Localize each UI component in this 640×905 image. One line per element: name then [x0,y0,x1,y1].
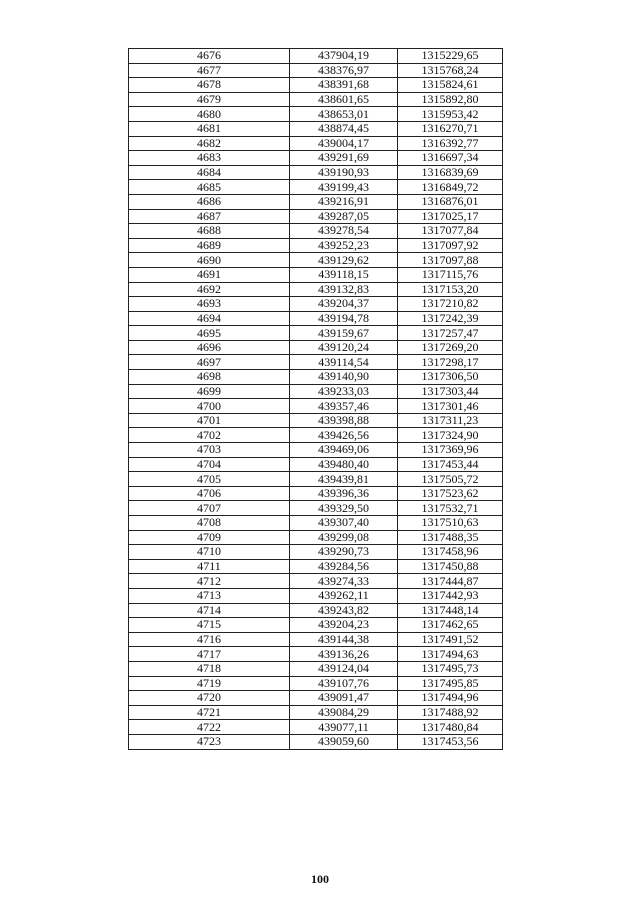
x-coordinate-cell: 439299,08 [290,530,398,545]
point-number-cell: 4676 [129,49,290,64]
x-coordinate-cell: 439307,40 [290,516,398,531]
x-coordinate-cell: 439136,26 [290,647,398,662]
x-coordinate-cell: 439199,43 [290,180,398,195]
y-coordinate-cell: 1317324,90 [398,428,503,443]
page-number: 100 [311,872,329,886]
point-number-cell: 4690 [129,253,290,268]
x-coordinate-cell: 439216,91 [290,194,398,209]
y-coordinate-cell: 1315229,65 [398,49,503,64]
table-row [129,559,503,574]
x-coordinate-cell: 439329,50 [290,501,398,516]
table-row [129,603,503,618]
y-coordinate-cell: 1317505,72 [398,472,503,487]
table-row [129,384,503,399]
x-coordinate-cell: 437904,19 [290,49,398,64]
y-coordinate-cell: 1317097,92 [398,238,503,253]
y-coordinate-cell: 1317488,35 [398,530,503,545]
table-row [129,472,503,487]
y-coordinate-cell: 1316839,69 [398,165,503,180]
table-row [129,501,503,516]
x-coordinate-cell: 438653,01 [290,107,398,122]
point-number-cell: 4707 [129,501,290,516]
point-number-cell: 4677 [129,63,290,78]
table-row [129,691,503,706]
x-coordinate-cell: 439132,83 [290,282,398,297]
x-coordinate-cell: 438874,45 [290,121,398,136]
y-coordinate-cell: 1315768,24 [398,63,503,78]
point-number-cell: 4706 [129,486,290,501]
x-coordinate-cell: 439077,11 [290,720,398,735]
x-coordinate-cell: 438376,97 [290,63,398,78]
x-coordinate-cell: 439398,88 [290,413,398,428]
point-number-cell: 4687 [129,209,290,224]
point-number-cell: 4709 [129,530,290,545]
y-coordinate-cell: 1316849,72 [398,180,503,195]
y-coordinate-cell: 1317458,96 [398,545,503,560]
y-coordinate-cell: 1317453,56 [398,734,503,749]
table-row [129,311,503,326]
point-number-cell: 4703 [129,443,290,458]
point-number-cell: 4702 [129,428,290,443]
x-coordinate-cell: 439140,90 [290,370,398,385]
point-number-cell: 4717 [129,647,290,662]
point-number-cell: 4719 [129,676,290,691]
y-coordinate-cell: 1317523,62 [398,486,503,501]
point-number-cell: 4701 [129,413,290,428]
y-coordinate-cell: 1315892,80 [398,92,503,107]
table-row [129,632,503,647]
point-number-cell: 4713 [129,588,290,603]
point-number-cell: 4686 [129,194,290,209]
y-coordinate-cell: 1317298,17 [398,355,503,370]
point-number-cell: 4720 [129,691,290,706]
y-coordinate-cell: 1317303,44 [398,384,503,399]
y-coordinate-cell: 1317257,47 [398,326,503,341]
table-row [129,340,503,355]
point-number-cell: 4694 [129,311,290,326]
point-number-cell: 4688 [129,224,290,239]
table-row [129,49,503,64]
y-coordinate-cell: 1317491,52 [398,632,503,647]
table-row [129,588,503,603]
table-row [129,355,503,370]
table-row [129,370,503,385]
table-row [129,63,503,78]
x-coordinate-cell: 439059,60 [290,734,398,749]
x-coordinate-cell: 439159,67 [290,326,398,341]
table-row [129,618,503,633]
x-coordinate-cell: 439107,76 [290,676,398,691]
y-coordinate-cell: 1317210,82 [398,297,503,312]
y-coordinate-cell: 1316392,77 [398,136,503,151]
x-coordinate-cell: 439124,04 [290,661,398,676]
table-row [129,545,503,560]
x-coordinate-cell: 439129,62 [290,253,398,268]
y-coordinate-cell: 1317444,87 [398,574,503,589]
table-row [129,165,503,180]
y-coordinate-cell: 1317306,50 [398,370,503,385]
y-coordinate-cell: 1316697,34 [398,151,503,166]
x-coordinate-cell: 439194,78 [290,311,398,326]
y-coordinate-cell: 1317494,96 [398,691,503,706]
x-coordinate-cell: 439287,05 [290,209,398,224]
x-coordinate-cell: 439144,38 [290,632,398,647]
point-number-cell: 4711 [129,559,290,574]
point-number-cell: 4714 [129,603,290,618]
point-number-cell: 4691 [129,267,290,282]
point-number-cell: 4698 [129,370,290,385]
table-row [129,151,503,166]
x-coordinate-cell: 439120,24 [290,340,398,355]
table-row [129,720,503,735]
point-number-cell: 4685 [129,180,290,195]
point-number-cell: 4721 [129,705,290,720]
x-coordinate-cell: 439204,23 [290,618,398,633]
table-row [129,238,503,253]
point-number-cell: 4693 [129,297,290,312]
x-coordinate-cell: 439252,23 [290,238,398,253]
point-number-cell: 4680 [129,107,290,122]
y-coordinate-cell: 1317115,76 [398,267,503,282]
table-row [129,705,503,720]
point-number-cell: 4712 [129,574,290,589]
table-row [129,136,503,151]
point-number-cell: 4710 [129,545,290,560]
y-coordinate-cell: 1317369,96 [398,443,503,458]
table-row [129,530,503,545]
y-coordinate-cell: 1317242,39 [398,311,503,326]
x-coordinate-cell: 439233,03 [290,384,398,399]
y-coordinate-cell: 1317442,93 [398,588,503,603]
y-coordinate-cell: 1317495,73 [398,661,503,676]
y-coordinate-cell: 1315953,42 [398,107,503,122]
point-number-cell: 4692 [129,282,290,297]
y-coordinate-cell: 1317494,63 [398,647,503,662]
x-coordinate-cell: 439439,81 [290,472,398,487]
x-coordinate-cell: 439274,33 [290,574,398,589]
y-coordinate-cell: 1317453,44 [398,457,503,472]
point-number-cell: 4682 [129,136,290,151]
x-coordinate-cell: 439396,36 [290,486,398,501]
coordinates-table [128,48,503,750]
y-coordinate-cell: 1317301,46 [398,399,503,414]
x-coordinate-cell: 439204,37 [290,297,398,312]
table-row [129,267,503,282]
point-number-cell: 4689 [129,238,290,253]
point-number-cell: 4705 [129,472,290,487]
x-coordinate-cell: 439291,69 [290,151,398,166]
y-coordinate-cell: 1317450,88 [398,559,503,574]
table-row [129,121,503,136]
x-coordinate-cell: 439004,17 [290,136,398,151]
y-coordinate-cell: 1317097,88 [398,253,503,268]
x-coordinate-cell: 439091,47 [290,691,398,706]
point-number-cell: 4679 [129,92,290,107]
point-number-cell: 4723 [129,734,290,749]
x-coordinate-cell: 439278,54 [290,224,398,239]
y-coordinate-cell: 1317077,84 [398,224,503,239]
table-row [129,180,503,195]
point-number-cell: 4722 [129,720,290,735]
table-row [129,399,503,414]
point-number-cell: 4697 [129,355,290,370]
x-coordinate-cell: 439262,11 [290,588,398,603]
point-number-cell: 4699 [129,384,290,399]
point-number-cell: 4704 [129,457,290,472]
table-row [129,297,503,312]
point-number-cell: 4715 [129,618,290,633]
point-number-cell: 4700 [129,399,290,414]
point-number-cell: 4695 [129,326,290,341]
table-row [129,413,503,428]
y-coordinate-cell: 1317480,84 [398,720,503,735]
x-coordinate-cell: 438391,68 [290,78,398,93]
table-row [129,647,503,662]
y-coordinate-cell: 1317462,65 [398,618,503,633]
table-row [129,282,503,297]
x-coordinate-cell: 439118,15 [290,267,398,282]
table-row [129,443,503,458]
x-coordinate-cell: 439243,82 [290,603,398,618]
y-coordinate-cell: 1317311,23 [398,413,503,428]
coordinates-table-body [129,49,503,750]
table-row [129,209,503,224]
table-row [129,78,503,93]
table-row [129,194,503,209]
x-coordinate-cell: 439469,06 [290,443,398,458]
y-coordinate-cell: 1317269,20 [398,340,503,355]
point-number-cell: 4716 [129,632,290,647]
x-coordinate-cell: 438601,65 [290,92,398,107]
x-coordinate-cell: 439426,56 [290,428,398,443]
table-row [129,676,503,691]
y-coordinate-cell: 1317488,92 [398,705,503,720]
table-row [129,224,503,239]
table-row [129,457,503,472]
y-coordinate-cell: 1316270,71 [398,121,503,136]
y-coordinate-cell: 1317448,14 [398,603,503,618]
table-row [129,486,503,501]
x-coordinate-cell: 439190,93 [290,165,398,180]
table-row [129,734,503,749]
point-number-cell: 4684 [129,165,290,180]
x-coordinate-cell: 439480,40 [290,457,398,472]
y-coordinate-cell: 1317025,17 [398,209,503,224]
y-coordinate-cell: 1317153,20 [398,282,503,297]
point-number-cell: 4681 [129,121,290,136]
x-coordinate-cell: 439084,29 [290,705,398,720]
table-row [129,92,503,107]
x-coordinate-cell: 439357,46 [290,399,398,414]
point-number-cell: 4718 [129,661,290,676]
point-number-cell: 4696 [129,340,290,355]
table-row [129,516,503,531]
table-row [129,107,503,122]
table-row [129,661,503,676]
y-coordinate-cell: 1317532,71 [398,501,503,516]
y-coordinate-cell: 1317495,85 [398,676,503,691]
table-row [129,326,503,341]
table-row [129,574,503,589]
table-row [129,428,503,443]
table-row [129,253,503,268]
x-coordinate-cell: 439114,54 [290,355,398,370]
x-coordinate-cell: 439284,56 [290,559,398,574]
point-number-cell: 4678 [129,78,290,93]
x-coordinate-cell: 439290,73 [290,545,398,560]
y-coordinate-cell: 1317510,63 [398,516,503,531]
point-number-cell: 4708 [129,516,290,531]
y-coordinate-cell: 1315824,61 [398,78,503,93]
y-coordinate-cell: 1316876,01 [398,194,503,209]
point-number-cell: 4683 [129,151,290,166]
